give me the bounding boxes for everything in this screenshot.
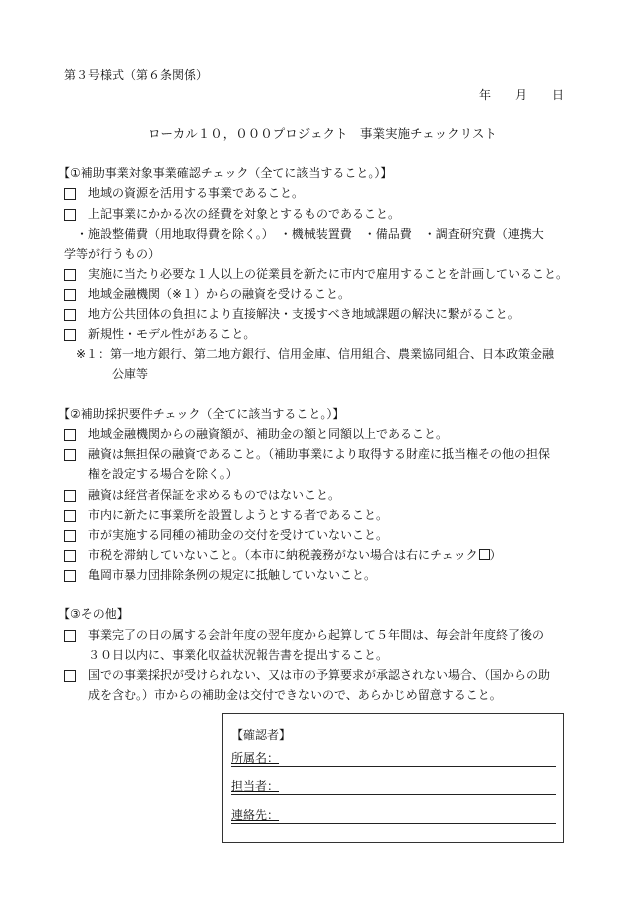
checkbox[interactable] [64,670,76,682]
checkbox[interactable] [64,530,76,542]
person-in-charge-field[interactable] [231,776,556,795]
no-tax-obligation-checkbox[interactable] [479,549,490,560]
section3-heading: 【③その他】 [58,607,129,621]
section2-heading: 【②補助採択要件チェック（全てに該当すること。）】 [58,407,345,421]
expense-list-line1: ・施設整備費（用地取得費を除く。） ・機械装置費 ・備品費 ・調査研究費（連携大 [76,227,544,241]
date-day: 日 [552,88,565,102]
form-number: 第３号様式（第６条関係） [64,68,209,82]
affiliation-field[interactable] [231,748,556,767]
contact-field[interactable] [231,805,556,824]
section1-heading: 【①補助事業対象事業確認チェック（全てに該当すること。）】 [58,166,393,180]
person-in-charge-label: 担当者： [231,779,280,793]
checkbox[interactable] [64,510,76,522]
checkbox[interactable] [64,449,76,461]
checkbox[interactable] [64,329,76,341]
checkbox[interactable] [64,188,76,200]
checkbox[interactable] [64,289,76,301]
confirmer-heading: 【確認者】 [231,728,292,742]
checkbox[interactable] [64,269,76,281]
checkbox[interactable] [64,550,76,562]
checkbox[interactable] [64,570,76,582]
checklist-item-continuation: 権を設定する場合を除く。） [88,467,238,481]
contact-label: 連絡先： [231,808,280,822]
checkbox[interactable] [64,490,76,502]
checkbox[interactable] [64,630,76,642]
checkbox[interactable] [64,429,76,441]
checkbox[interactable] [64,309,76,321]
expense-list-line2: 学等が行うもの） [64,247,161,261]
affiliation-label: 所属名： [231,751,280,765]
checkbox[interactable] [64,209,76,221]
confirmer-box [222,713,564,843]
footnote-line1: ※１：第一地方銀行、第二地方銀行、信用金庫、信用組合、農業協同組合、日本政策金融 [76,347,555,361]
date-year: 年 [479,88,492,102]
page-title: ローカル１０，０００プロジェクト 事業実施チェックリスト [148,126,497,141]
date-month: 月 [515,88,528,102]
checklist-item-continuation: ３０日以内に、事業化収益状況報告書を提出すること。 [88,648,389,662]
footnote-line2: 公庫等 [112,367,149,381]
checklist-item-continuation: 成を含む。）市からの補助金は交付できないので、あらかじめ留意すること。 [88,688,502,702]
